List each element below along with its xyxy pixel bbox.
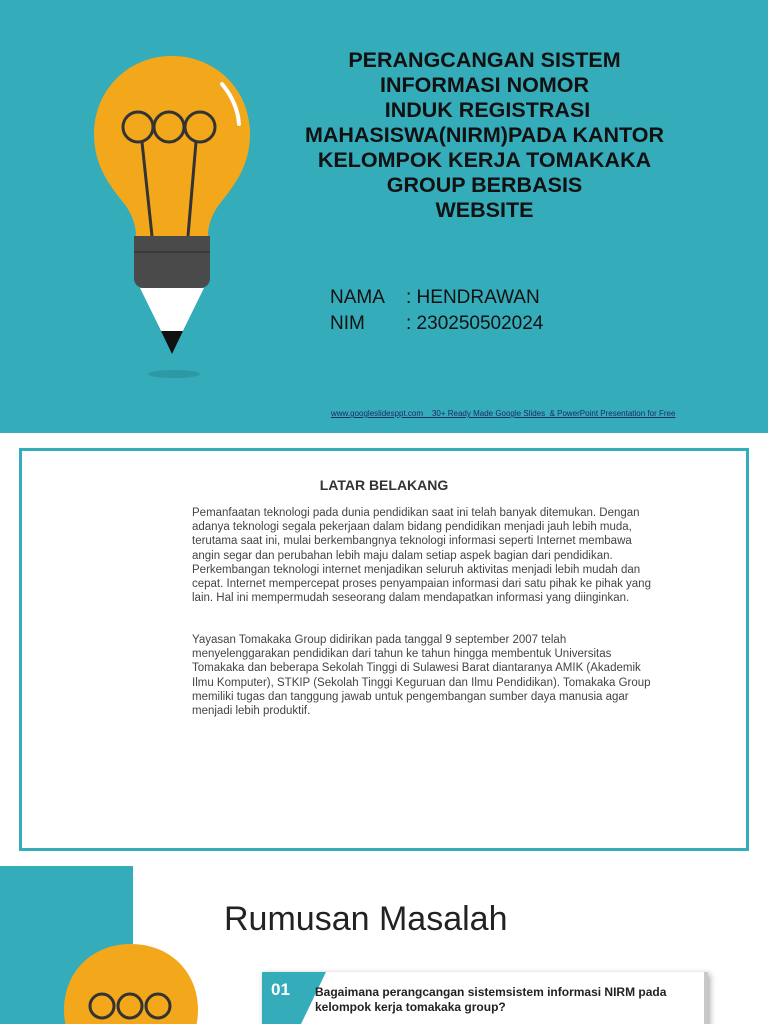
question-text: Bagaimana perangcangan sistemsistem informasi NIRM pada kelompok kerja tomakaka group? xyxy=(315,985,667,1014)
question-number: 01 xyxy=(271,980,290,999)
name-label: NAMA xyxy=(330,287,385,308)
slide-heading: Rumusan Masalah xyxy=(224,900,508,938)
title-line: MAHASISWA(NIRM)PADA KANTOR xyxy=(304,123,665,147)
title-line: WEBSITE xyxy=(435,198,534,222)
background-slide xyxy=(19,448,749,851)
section-heading: LATAR BELAKANG xyxy=(319,477,449,493)
title-line: PERANGCANGAN SISTEM xyxy=(348,48,621,72)
nim-value: : 230250502024 xyxy=(406,313,544,334)
name-row xyxy=(330,285,543,311)
title-line: INFORMASI NOMOR xyxy=(379,73,590,97)
nim-row xyxy=(330,311,543,337)
question-card xyxy=(262,972,708,1024)
title-line: INDUK REGISTRASI xyxy=(378,98,591,122)
footer-link[interactable]: www.googleslidesppt.com 30+ Ready Made Google Slides & PowerPoint Presentation for Free xyxy=(331,409,676,418)
title-slide xyxy=(0,0,768,433)
title-line: GROUP BERBASIS xyxy=(386,173,583,197)
lightbulb-pencil-icon xyxy=(90,48,255,388)
paragraph-2: Yayasan Tomakaka Group didirikan pada tanggal 9 september 2007 telah menyelenggarakan pendidikan dari tahun ke tahun hingga membentuk Universitas Tomakaka dan beberapa Sekolah Tinggi di Sulawesi Barat diantaranya AMIK (Akademik Ilmu Komputer), STKIP (Sekolah Tinggi Keguruan dan Ilmu Pendidikan). Tomakaka Group memiliki tugas dan tanggung jawab untuk pengembangan sumber daya manusia agar menjadi lebih produktif. xyxy=(192,634,651,718)
presentation-title xyxy=(262,48,707,223)
name-value: : HENDRAWAN xyxy=(406,287,540,308)
title-line: KELOMPOK KERJA TOMAKAKA xyxy=(317,148,652,172)
author-info xyxy=(330,285,543,337)
paragraph-1: Pemanfaatan teknologi pada dunia pendidikan saat ini telah banyak ditemukan. Dengan adanya teknologi segala pekerjaan dalam bidang pendidikan menjadi jauh lebih muda, terutama saat ini, mulai berkembangnya teknologi informasi seperti Internet membawa angin segar dan perubahan lebih maju dalam setiap aspek bagian dari pendidikan. Perkembangan teknologi internet menjadikan seluruh aktivitas menjadi lebih mudah dan cepat. Internet mempercepat proses penyampaian informasi dari satu pihak ke pihak yang lain. Hal ini mempermudah seseorang dalam mendapatkan informasi yang diinginkan. xyxy=(192,507,651,605)
nim-label: NIM xyxy=(330,313,365,334)
lightbulb-icon xyxy=(60,942,202,1024)
problem-statement-slide xyxy=(0,866,768,1024)
